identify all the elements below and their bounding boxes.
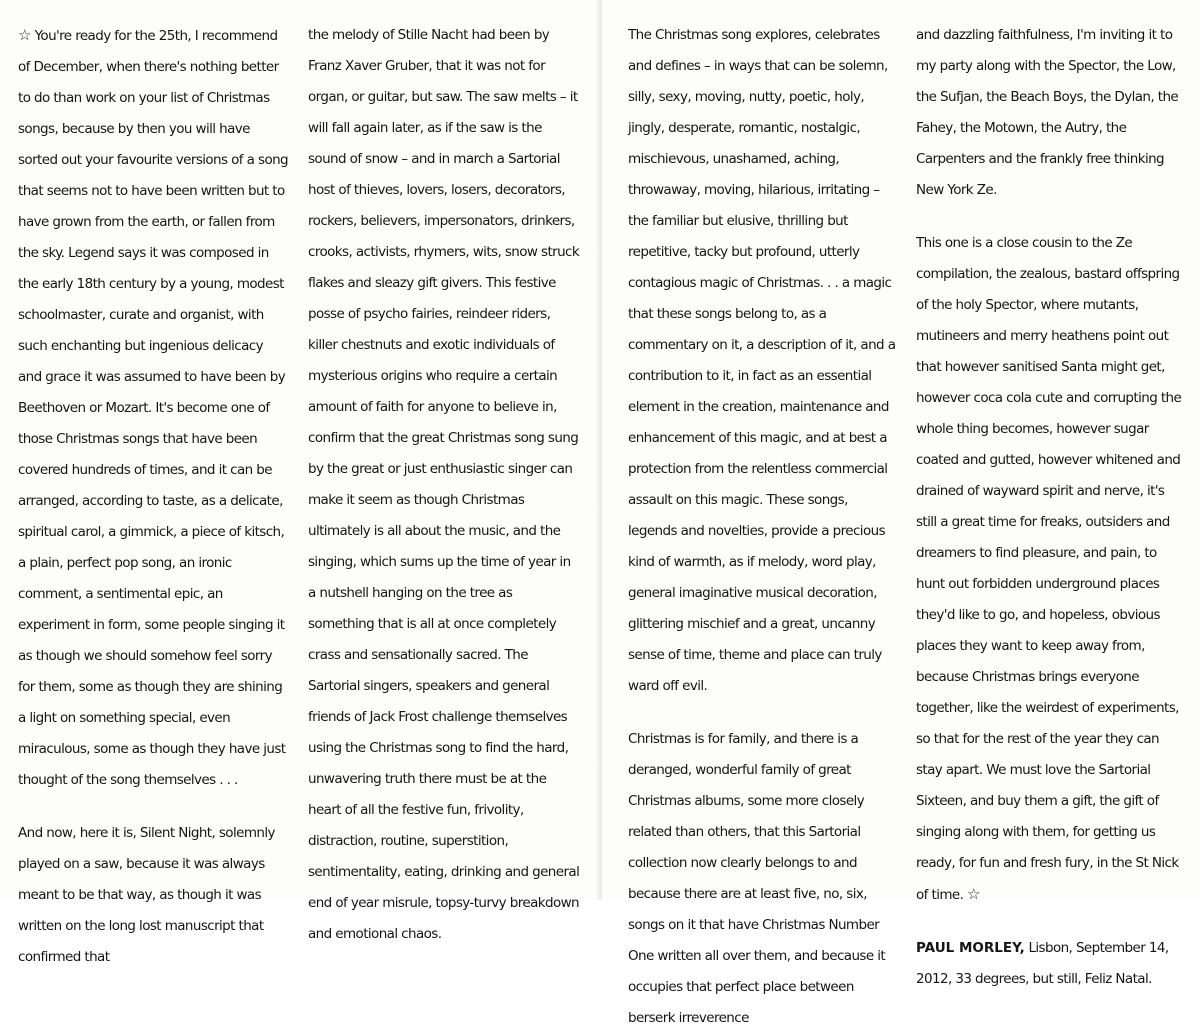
right-page: [602, 0, 1200, 1026]
paragraph: The Christmas song explores, celebrates and defines – in ways that can be solemn, silly, sexy, moving, nutty, poetic, holy, jingly, desperate, romantic, nostalgic, mischievous, unashamed, aching, throwaway, moving, hilarious, irritating – the familiar but elusive, thrilling but repetitive, tacky but profound, utterly contagious magic of Christmas. . . a magic that these songs belong to, as a commentary on it, a description of it, and a contribution to it, in fact as an essential element in the creation, maintenance and enhancement of this magic, and at best a protection from the relentless commercial assault on this magic. These songs, legends and novelties, provide a precious kind of warmth, as if melody, word play, general imaginative musical decoration, glittering mischief and a great, uncanny sense of time, theme and place can truly ward off evil.: [628, 27, 896, 694]
paragraph: [18, 20, 290, 796]
text-column-2: [308, 20, 580, 950]
star-icon: ☆: [967, 885, 980, 903]
text-column-3: [628, 20, 900, 1034]
signature: [916, 933, 1188, 995]
paragraph: And now, here it is, Silent Night, solemnly played on a saw, because it was always meant to be that way, as though it was written on the long lost manuscript that confirmed that: [18, 825, 275, 965]
text-column-4: [916, 20, 1188, 995]
left-page: [0, 0, 598, 965]
paragraph: [916, 228, 1188, 911]
signature-details: Lisbon, September 14, 2012, 33 degrees, but still, Feliz Natal.: [916, 940, 1169, 987]
star-icon: ☆: [18, 26, 31, 44]
paragraph-text: This one is a close cousin to the Ze compilation, the zealous, bastard offspring of the holy Spector, where mutants, mutineers and merry heathens point out that however sanitised Santa might get, however coca cola cute and corrupting the whole thing becomes, however sugar coated and gutted, however whitened and drained of wayward spirit and nerve, it's still a great time for freaks, outsiders and dreamers to find pleasure, and pain, to hunt out forbidden underground places they'd like to go, and hopeless, obvious places they want to keep away from, because Christmas brings everyone together, like the weirdest of experiments, so that for the rest of the year they can stay apart. We must love the Sartorial Sixteen, and buy them a gift, the gift of singing along with them, for getting us ready, for fun and fresh fury, in the St Nick of time.: [916, 235, 1182, 903]
paragraph: Christmas is for family, and there is a deranged, wonderful family of great Christmas albums, some more closely related than others, that this Sartorial collection now clearly belongs to and because there are at least five, no, six, songs on it that have Christmas Number One written all over them, and because it occupies that perfect place between berserk irreverence: [628, 731, 886, 1026]
paragraph: and dazzling faithfulness, I'm inviting it to my party along with the Spector, the Low, the Sufjan, the Beach Boys, the Dylan, the Fahey, the Motown, the Autry, the Carpenters and the frankly free thinking New York Ze.: [916, 27, 1179, 198]
author-name: PAUL MORLEY,: [916, 940, 1025, 956]
text-column-1: [18, 20, 290, 973]
paragraph-text: You're ready for the 25th, I recommend of December, when there's nothing better to do than work on your list of Christmas songs, because by then you will have sorted out your favourite versions of a song that seems not to have been written but to have grown from the earth, or fallen from the sky. Legend says it was composed in the early 18th century by a young, modest schoolmaster, curate and organist, with such enchanting but ingenious delicacy and grace it was assumed to have been by Beethoven or Mozart. It's become one of those Christmas songs that have been covered hundreds of times, and it can be arranged, according to taste, as a delicate, spiritual carol, a gimmick, a piece of kitsch, a plain, perfect pop song, an ironic comment, a sentimental epic, an experiment in form, some people singing it as though we should somehow feel sorry for them, some as though they are shining a light on something special, even miraculous, some as though they have just thought of the song themselves . . .: [18, 28, 289, 788]
paragraph: the melody of Stille Nacht had been by Franz Xaver Gruber, that it was not for organ, or guitar, but saw. The saw melts – it will fall again later, as if the saw is the sound of snow – and in march a Sartorial host of thieves, lovers, losers, decorators, rockers, believers, impersonators, drinkers, crooks, activists, rhymers, wits, snow struck flakes and sleazy gift givers. This festive posse of psycho fairies, reindeer riders, killer chestnuts and exotic individuals of mysterious origins who require a certain amount of faith for anyone to believe in, confirm that the great Christmas song sung by the great or just enthusiastic singer can make it seem as though Christmas ultimately is all about the music, and the singing, which sums up the time of year in a nutshell hanging on the tree as something that is all at once completely crass and sensationally sacred. The Sartorial singers, speakers and general friends of Jack Frost challenge themselves using the Christmas song to find the hard, unwavering truth there must be at the heart of all the festive fun, frivolity, distraction, routine, superstition, sentimentality, eating, drinking and general end of year misrule, topsy-turvy breakdown and emotional chaos.: [308, 27, 580, 942]
